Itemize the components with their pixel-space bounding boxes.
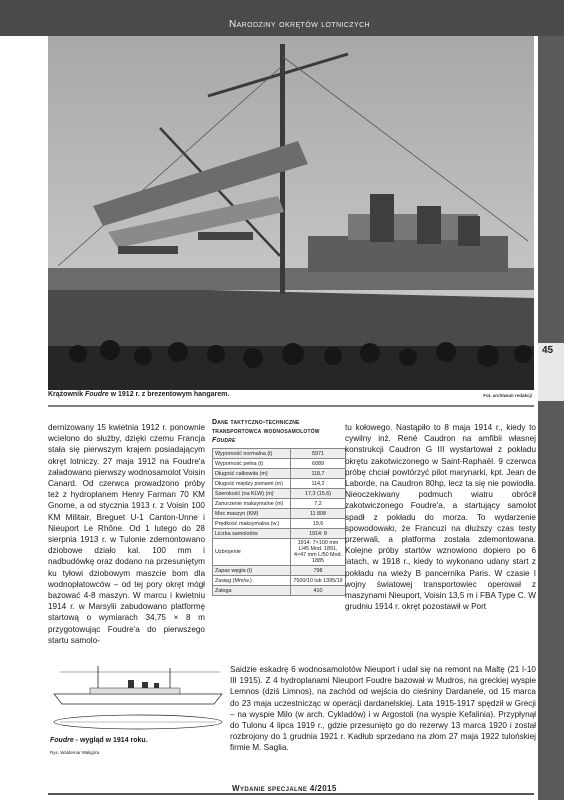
specs-label: Zanurzenie maksymalne (m) bbox=[213, 499, 291, 509]
page-side-bar bbox=[538, 36, 564, 800]
drawing-credit: Rys. Waldemar Waligóra bbox=[50, 750, 100, 755]
specs-row bbox=[213, 586, 346, 596]
specs-title-ship: Foudre bbox=[212, 437, 236, 444]
section-divider bbox=[48, 405, 534, 407]
caption-suffix: w 1912 r. z brezentowym hangarem. bbox=[108, 391, 230, 398]
drawing-caption-suffix: - wygląd w 1914 roku. bbox=[73, 737, 148, 744]
specs-row bbox=[213, 459, 346, 469]
specs-title-line-2: transportowca wodnosamolotów bbox=[212, 428, 320, 435]
specs-row bbox=[213, 479, 346, 489]
bottom-text: Saidzie eskadrę 6 wodnosamolotów Nieuport i udał się na remont na Maltę (21 I-10 III 1915). Z 4 hydroplanami Nieuport Foudre bazował w Mudros, na greckiej wyspie Lemnos (dziś Limnos), na zachód od wejścia do cieśniny Dardanele, od 15 marca do 23 maja uczestnicząc w operacji dardanelskiej. Lata 1915-1917 spędził w Grecji – na wyspie Milo (w arch. Cykladów) i w Argostoli (na wyspie Kefalinia). Przypłynął do Tulonu 4 lipca 1919 r., gdzie przesunięto go do rezerwy 13 marca 1920 i został rozbrojony do 1 grudnia 1921 r. Kadłub sprzedano na złom 27 maja 1922 tulońskiej firmie M. Saglia. bbox=[230, 665, 536, 753]
specs-value: 1914: 8 bbox=[291, 529, 346, 539]
specs-row bbox=[213, 509, 346, 519]
drawing-caption bbox=[50, 737, 148, 744]
specs-row bbox=[213, 499, 346, 509]
specs-value: 1914: 7×100 mm L/45 Mod. 1891, 4×47 mm L/50 Mod. 1885 bbox=[291, 539, 346, 566]
specs-label: Uzbrojenie bbox=[213, 539, 291, 566]
specs-row bbox=[213, 469, 346, 479]
specs-table bbox=[212, 448, 346, 596]
specs-label: Wyporność pełna (t) bbox=[213, 459, 291, 469]
specs-label: Szerokość (na KLW) (m) bbox=[213, 489, 291, 499]
specs-value: 410 bbox=[291, 586, 346, 596]
specs-row bbox=[213, 529, 346, 539]
ship-photo-illustration bbox=[48, 36, 534, 390]
specs-label: Wyporność normalna (t) bbox=[213, 449, 291, 459]
specs-value: 17,3 (15,6) bbox=[291, 489, 346, 499]
column-3-text: tu kołowego. Nastąpiło to 8 maja 1914 r., kiedy to cywilny inż. René Caudron na amfibii własnej konstrukcji Caudron G III wystartował z pokładu okrętu zakotwiczonego w Saint-Raphaël. 9 czerwca próbę chciał powtórzyć pilot marynarki, kpt. Jean de Laborde, na Caudron 80hp, lecz ta się nie powiodła. Nieoczekiwany podmuch wiatru obrócił zakotwiczonego Foudre'a, a startujący samolot spadł z pokładu do morza. To wydarzenie spowodowało, że Francuzi na dłuższy czas testy przerwali, a platforma została zdemontowana. Kolejne próby startów wznowiono dopiero po 6 latach, w 1918 r., kiedy to wykonano udany start z pokładu na wieży B pancernika Paris. W czasie I wojny światowej transportowiec operował z maszynami Nieuport, Voisin 13,5 m i FBA Type C. W grudniu 1914 r. okręt pozostawił w Port bbox=[345, 423, 536, 612]
column-1-text: dernizowany 15 kwietnia 1912 r. ponownie wcielono do służby, dzięki czemu Francja stała się pierwszym krajem posiadającym okręt lotniczy. 27 maja 1912 na Foudre'a załadowano pierwszy wodnosamolot Voisin Canard. Od czerwca prowadzono próby też z hydroplanem Henry Farman 70 KM Gnome, a od stycznia 1913 r. z Voisin 100 KM Militair, Breguet U-1 Canton-Unne i Nieuport Le Rhône. Od 1 lutego do 28 sierpnia 1913 r. w Tulonie zdemontowano dziobowe działo kal. 100 mm i nadbudówkę oraz dodano na przesuniętym ku tyłowi dziobowym maszcie bom dla wodnopłatowców – od tej pory okręt mógł bazować 4-8 maszyn. W marcu i kwietniu 1914 r. w Marsylii zabudowano platformę startową o wymiarach 34,75 × 8 m przygotowując Foudre'a do pierwszego startu samolo- bbox=[48, 423, 206, 645]
specs-label: Długość całkowita (m) bbox=[213, 469, 291, 479]
specs-value: 118,7 bbox=[291, 469, 346, 479]
specs-row bbox=[213, 576, 346, 586]
specs-row bbox=[213, 449, 346, 459]
specs-row bbox=[213, 539, 346, 566]
article-column-1 bbox=[48, 422, 205, 646]
article-bottom-text bbox=[230, 664, 536, 754]
caption-ship-name: Foudre bbox=[84, 391, 109, 398]
specs-value: 5971 bbox=[291, 449, 346, 459]
specs-row bbox=[213, 566, 346, 576]
page-number: 45 bbox=[542, 345, 554, 356]
specs-label: Prędkość maksymalna (w.) bbox=[213, 519, 291, 529]
specs-label: Załoga bbox=[213, 586, 291, 596]
ship-drawing bbox=[50, 664, 226, 734]
specs-value: 798 bbox=[291, 566, 346, 576]
specs-label: Długość między pionami (m) bbox=[213, 479, 291, 489]
photo-caption bbox=[48, 391, 229, 398]
specs-label: Liczba samolotów bbox=[213, 529, 291, 539]
specs-label: Zapas węgla (t) bbox=[213, 566, 291, 576]
page-footer: Wydanie specjalne 4/2015 bbox=[232, 784, 337, 793]
specs-table-title bbox=[212, 418, 346, 445]
specs-value: 19,6 bbox=[291, 519, 346, 529]
specs-title-line-1: Dane taktyczno-techniczne bbox=[212, 419, 300, 426]
specs-table-box bbox=[212, 418, 346, 596]
caption-prefix: Krążownik bbox=[48, 391, 85, 398]
footer-line bbox=[48, 793, 534, 795]
running-header: Narodziny okrętów lotniczych bbox=[228, 19, 370, 30]
specs-label: Zasięg (Mm/w.) bbox=[213, 576, 291, 586]
specs-label: Moc maszyn (KM) bbox=[213, 509, 291, 519]
specs-row bbox=[213, 489, 346, 499]
specs-value: 7500/10 lub 1395/19 bbox=[291, 576, 346, 586]
ship-profile-drawing bbox=[50, 664, 226, 734]
ship-photo bbox=[48, 36, 534, 390]
specs-row bbox=[213, 519, 346, 529]
specs-value: 11 808 bbox=[291, 509, 346, 519]
header-bar bbox=[0, 0, 564, 36]
specs-value: 6089 bbox=[291, 459, 346, 469]
drawing-caption-ship: Foudre bbox=[50, 737, 74, 744]
article-column-3 bbox=[345, 422, 536, 612]
photo-credit: Fot. archiwum redakcji bbox=[483, 393, 532, 398]
specs-value: 7,2 bbox=[291, 499, 346, 509]
specs-value: 114,2 bbox=[291, 479, 346, 489]
